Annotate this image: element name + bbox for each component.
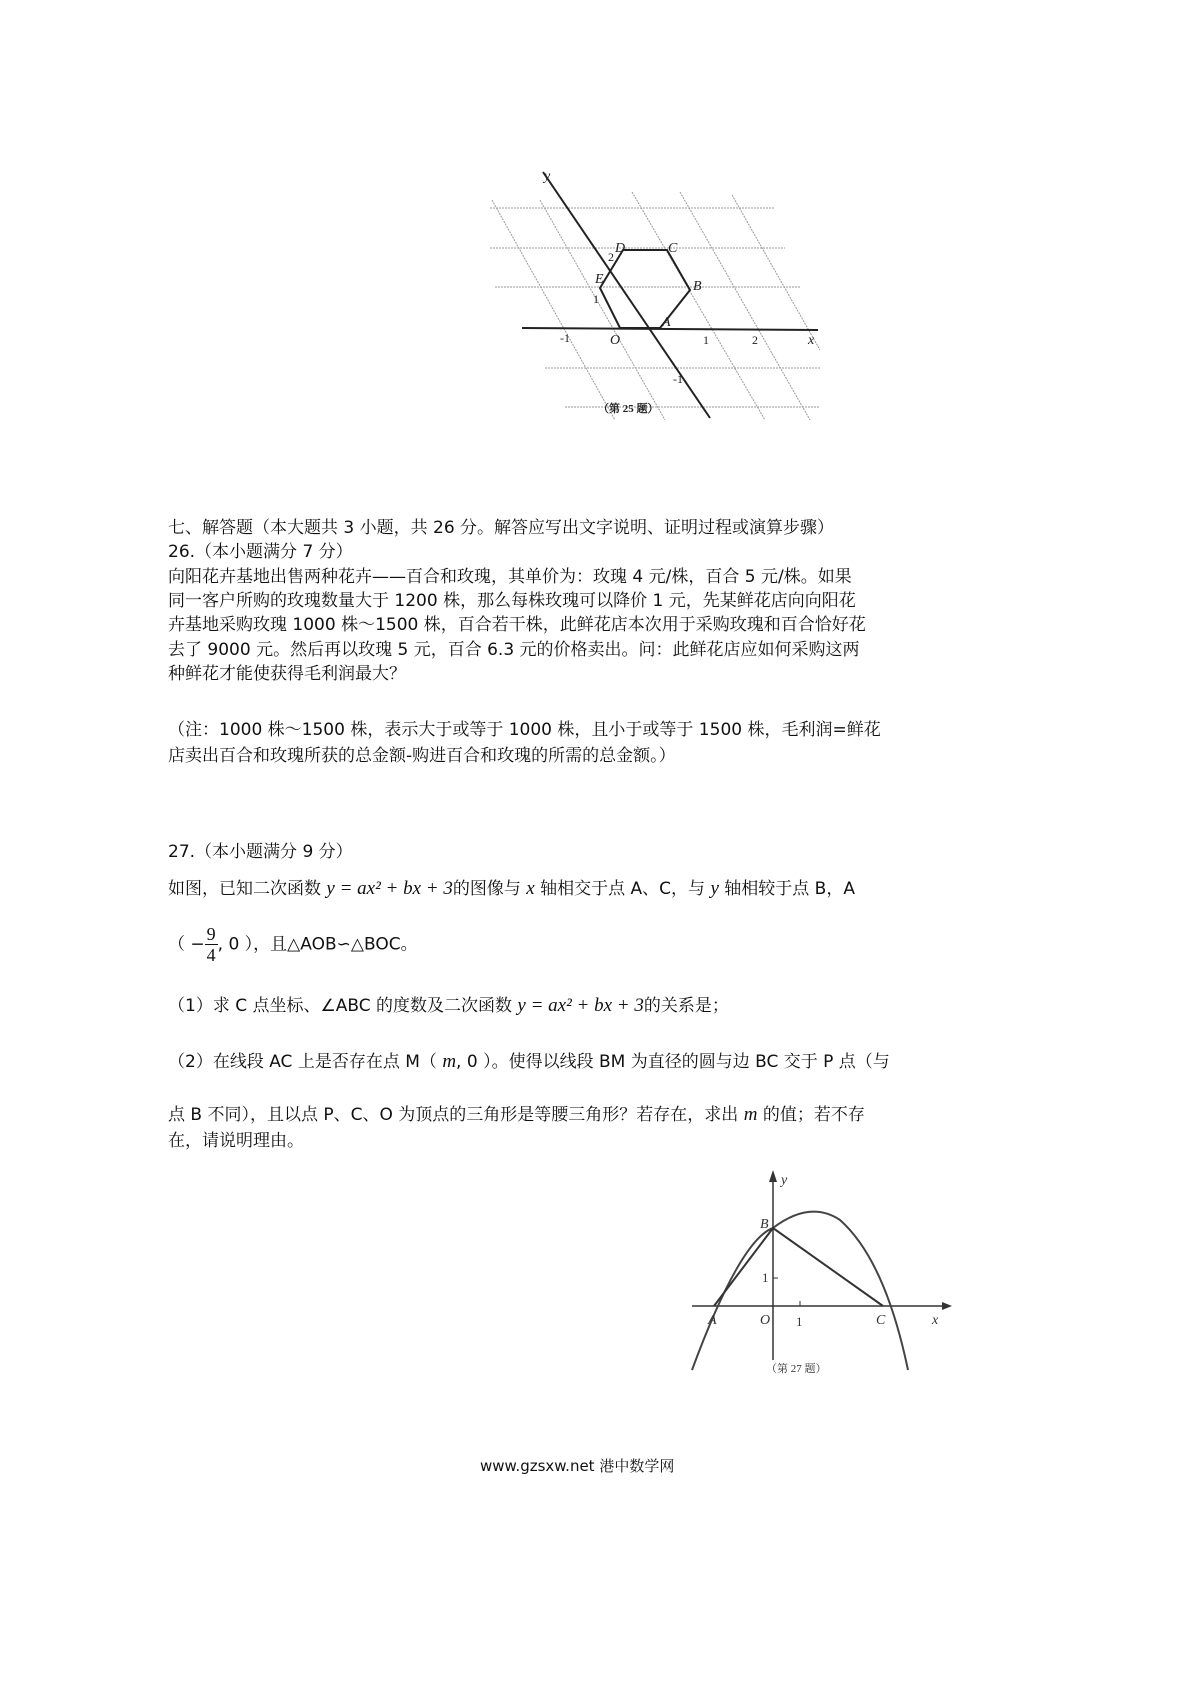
- q27-part2-end: 在，请说明理由。: [168, 1131, 304, 1151]
- denominator: 4: [206, 945, 216, 965]
- text: 轴相交于点 A、C，与: [534, 879, 711, 899]
- q26-line: 种鲜花才能使获得毛利润最大？: [168, 664, 406, 684]
- tick-x-2: 2: [752, 333, 758, 347]
- footer: www.gzsxw.net 港中数学网: [480, 1457, 675, 1475]
- label-O: O: [760, 1313, 771, 1328]
- q27-part2: [168, 1050, 890, 1074]
- tick-y-1: 1: [762, 1270, 769, 1285]
- text: 的关系是；: [643, 996, 729, 1016]
- x-arrow-icon: [942, 1302, 952, 1310]
- q26-line: 向阳花卉基地出售两种花卉——百合和玫瑰，其单价为：玫瑰 4 元/株，百合 5 元/株。如果: [168, 567, 852, 587]
- tick-y-neg1: -1: [673, 372, 683, 386]
- numerator: 9: [206, 924, 216, 944]
- tick-y-2: 2: [608, 250, 614, 264]
- q26-line: 去了 9000 元。然后再以玫瑰 5 元，百合 6.3 元的价格卖出。问：此鲜花店应如何采购这两: [168, 640, 860, 660]
- label-C: C: [876, 1313, 886, 1328]
- y-arrow-icon: [769, 1170, 777, 1182]
- label-O: O: [610, 333, 621, 348]
- text: 的图像与: [452, 879, 527, 899]
- q26-line: 同一客户所购的玫瑰数量大于 1200 株，那么每株玫瑰可以降价 1 元，先某鲜花店向向阳花: [168, 591, 856, 611]
- q27-point-A: [168, 924, 418, 965]
- q26-title: 26.（本小题满分 7 分）: [168, 542, 353, 562]
- figure-25-hexagon-grid: [440, 160, 820, 420]
- text: , 0 ）。使得以线段 BM 为直径的圆与边 BC 交于 P 点（与: [456, 1052, 890, 1072]
- var-y: y: [710, 878, 719, 899]
- q26-note: （注：1000 株～1500 株，表示大于或等于 1000 株，且小于或等于 1500 株，毛利润=鲜花: [168, 720, 881, 740]
- q27-part2-cont: [168, 1103, 865, 1127]
- label-x: x: [808, 333, 815, 348]
- tick-x-neg1: -1: [560, 331, 570, 345]
- figure-25-caption: （第 25 题）: [598, 403, 659, 415]
- q27-intro: [168, 877, 855, 901]
- text: （2）在线段 AC 上是否存在点 M（: [168, 1052, 443, 1072]
- tick-x-1: 1: [703, 333, 709, 347]
- equation: y = ax² + bx + 3: [326, 878, 453, 899]
- label-C: C: [668, 241, 678, 256]
- text: 点 B 不同），且以点 P、C、O 为顶点的三角形是等腰三角形？若存在，求出: [168, 1105, 744, 1125]
- equation: y = ax² + bx + 3: [517, 995, 644, 1016]
- section-7-heading: 七、解答题（本大题共 3 小题，共 26 分。解答应写出文字说明、证明过程或演算步骤）: [168, 518, 835, 538]
- label-D: D: [615, 241, 626, 256]
- label-E: E: [595, 272, 604, 287]
- figure-27-parabola: [680, 1160, 960, 1380]
- label-y: y: [544, 169, 551, 184]
- q26-line: 卉基地采购玫瑰 1000 株～1500 株，百合若干株，此鲜花店本次用于采购玫瑰和百合恰好花: [168, 615, 866, 635]
- var-m: m: [442, 1051, 457, 1072]
- q27-part1: [168, 994, 729, 1018]
- text: 如图，已知二次函数: [168, 879, 327, 899]
- var-m: m: [743, 1104, 758, 1125]
- text: , 0 ），且△AOB∽△BOC。: [217, 934, 418, 955]
- label-x: x: [932, 1313, 939, 1328]
- label-A: A: [662, 315, 671, 330]
- text: 轴相较于点 B，A: [718, 879, 855, 899]
- var-x: x: [526, 878, 535, 899]
- tick-x-1: 1: [796, 1314, 803, 1329]
- label-A: A: [708, 1313, 717, 1328]
- text: 的值；若不存: [757, 1105, 865, 1125]
- tick-y-1: 1: [593, 292, 599, 306]
- fraction: [205, 924, 218, 965]
- label-B: B: [760, 1217, 769, 1232]
- text: （1）求 C 点坐标、∠ABC 的度数及二次函数: [168, 996, 518, 1016]
- text: （ −: [168, 934, 205, 955]
- q26-note: 店卖出百合和玫瑰所获的总金额-购进百合和玫瑰的所需的总金额。）: [168, 746, 676, 766]
- label-y: y: [781, 1173, 788, 1188]
- figure-27-caption: （第 27 题）: [766, 1363, 827, 1375]
- q27-title: 27.（本小题满分 9 分）: [168, 842, 353, 862]
- grid-lines: [490, 192, 820, 420]
- label-B: B: [693, 279, 702, 294]
